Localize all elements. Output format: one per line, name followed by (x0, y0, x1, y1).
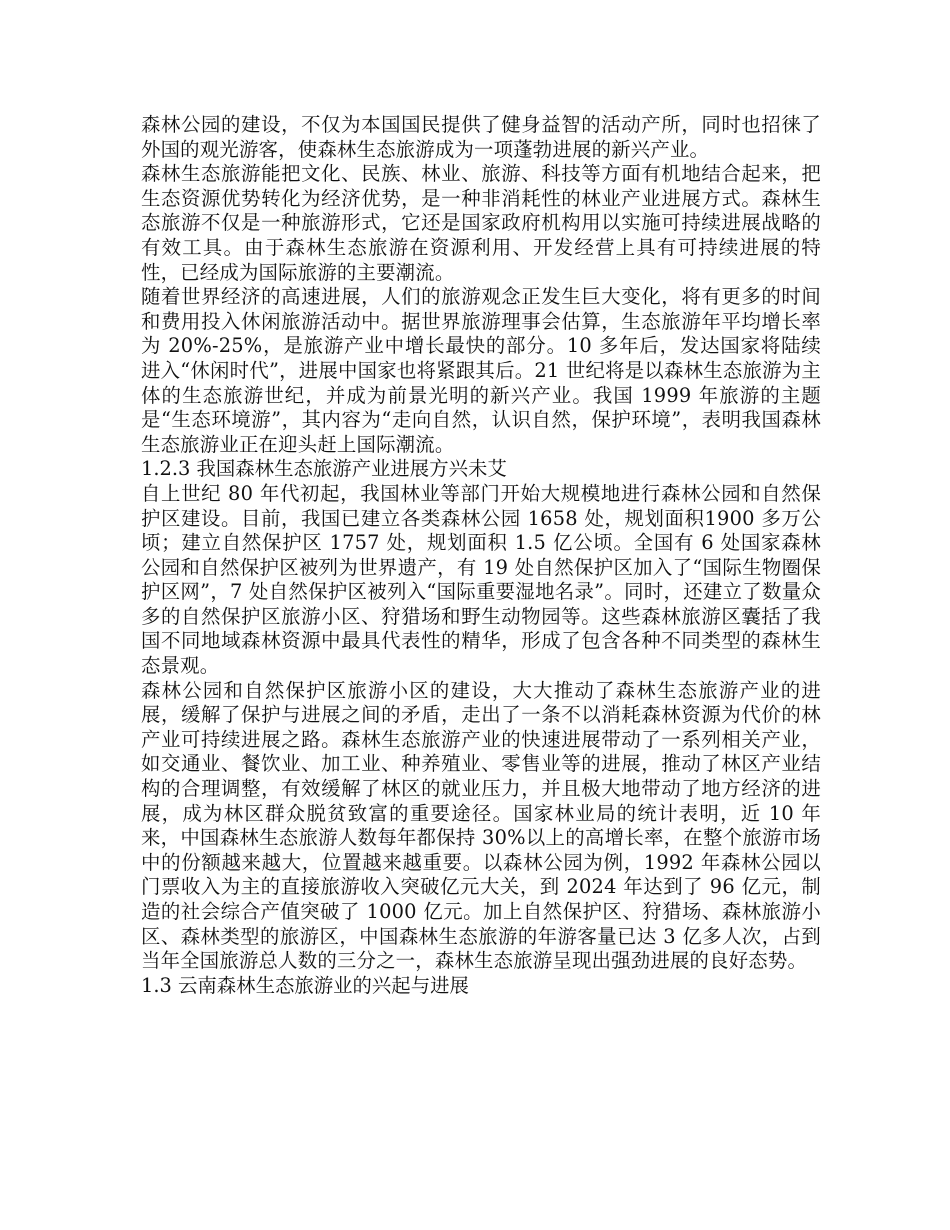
paragraph-forest-park-construction: 森林公园的建设，不仅为本国国民提供了健身益智的活动产所，同时也招徕了外国的观光游客，使森林生态旅游成为一项蓬勃进展的新兴产业。 (141, 113, 821, 161)
paragraph-eco-tourism-integration: 森林生态旅游能把文化、民族、林业、旅游、科技等方面有机地结合起来，把生态资源优势转化为经济优势，是一种非消耗性的林业产业进展方式。森林生态旅游不仅是一种旅游形式，它还是国家政府机构用以实施可持续进展战略的有效工具。由于森林生态旅游在资源利用、开发经营上具有可持续进展的特性，已经成为国际旅游的主要潮流。 (141, 162, 821, 284)
section-heading-1-2-3: 1.2.3 我国森林生态旅游产业进展方兴未艾 (141, 457, 507, 481)
paragraph-world-tourism-growth: 随着世界经济的高速进展，人们的旅游观念正发生巨大变化，将有更多的时间和费用投入休闲旅游活动中。据世界旅游理事会估算，生态旅游年平均增长率为 20%-25%，是旅游产业中增长最快的部分。10 多年后，发达国家将陆续进入“休闲时代”，进展中国家也将紧跟其后。21 世纪将是以森林生态旅游为主体的生态旅游世纪，并成为前景光明的新兴产业。我国 1999 年旅游的主题是“生态环境游”，其内容为“走向自然，认识自然，保护环境”，表明我国森林生态旅游业正在迎头赶上国际潮流。 (141, 285, 821, 456)
section-heading-1-3: 1.3 云南森林生态旅游业的兴起与进展 (141, 973, 469, 997)
document-body (141, 113, 821, 998)
paragraph-industry-development: 森林公园和自然保护区旅游小区的建设，大大推动了森林生态旅游产业的进展，缓解了保护与进展之间的矛盾，走出了一条不以消耗森林资源为代价的林产业可持续进展之路。森林生态旅游产业的快速进展带动了一系列相关产业，如交通业、餐饮业、加工业、种养殖业、零售业等的进展，推动了林区产业结构的合理调整，有效缓解了林区的就业压力，并且极大地带动了地方经济的进展，成为林区群众脱贫致富的重要途径。国家林业局的统计表明，近 10 年来，中国森林生态旅游人数每年都保持 30%以上的高增长率，在整个旅游市场中的份额越来越大，位置越来越重要。以森林公园为例，1992 年森林公园以门票收入为主的直接旅游收入突破亿元大关，到 2024 年达到了 96 亿元，制造的社会综合产值突破了 1000 亿元。加上自然保护区、狩猎场、森林旅游小区、森林类型的旅游区，中国森林生态旅游的年游客量已达 3 亿多人次，占到当年全国旅游总人数的三分之一，森林生态旅游呈现出强劲进展的良好态势。 (141, 678, 821, 973)
paragraph-china-forest-parks: 自上世纪 80 年代初起，我国林业等部门开始大规模地进行森林公园和自然保护区建设。目前，我国已建立各类森林公园 1658 处，规划面积1900 多万公顷；建立自然保护区 1757 处，规划面积 1.5 亿公顷。全国有 6 处国家森林公园和自然保护区被列为世界遗产，有 19 处自然保护区加入了“国际生物圈保护区网”，7 处自然保护区被列入“国际重要湿地名录”。同时，还建立了数量众多的自然保护区旅游小区、狩猎场和野生动物园等。这些森林旅游区囊括了我国不同地域森林资源中最具代表性的精华，形成了包含各种不同类型的森林生态景观。 (141, 481, 821, 678)
